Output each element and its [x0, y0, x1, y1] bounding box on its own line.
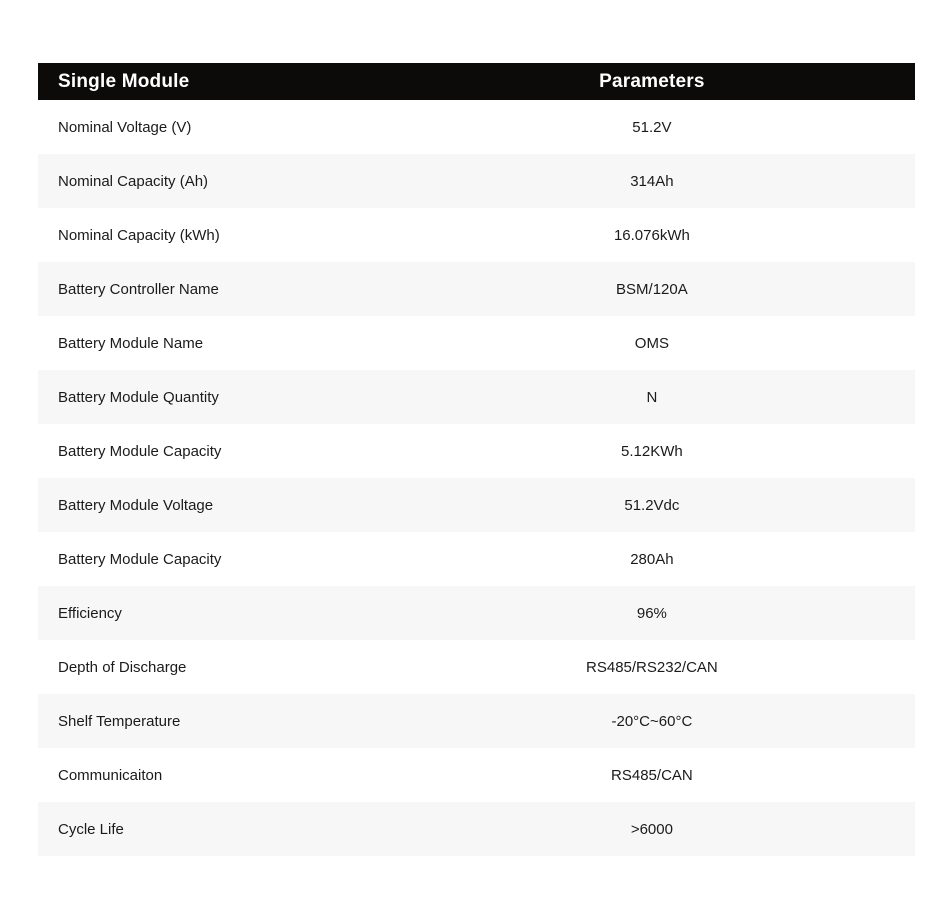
spec-value: 5.12KWh: [621, 442, 683, 460]
table-row: [38, 802, 915, 856]
spec-label: Shelf Temperature: [58, 712, 181, 730]
spec-value: BSM/120A: [616, 280, 688, 298]
spec-table: [38, 63, 915, 856]
spec-value: -20°C~60°C: [611, 712, 693, 730]
spec-value: RS485/RS232/CAN: [586, 658, 718, 676]
table-row: [38, 694, 915, 748]
spec-label: Cycle Life: [58, 820, 124, 838]
spec-label: Battery Controller Name: [58, 280, 219, 298]
table-row: [38, 262, 915, 316]
spec-label: Nominal Capacity (Ah): [58, 172, 209, 190]
table-row: [38, 370, 915, 424]
spec-label: Battery Module Quantity: [58, 388, 219, 406]
spec-value: RS485/CAN: [611, 766, 693, 784]
spec-value: 96%: [636, 604, 667, 622]
table-row: [38, 586, 915, 640]
table-row: [38, 154, 915, 208]
spec-value: 16.076kWh: [613, 226, 690, 244]
table-row: [38, 100, 915, 154]
table-row: [38, 316, 915, 370]
spec-value: 51.2Vdc: [624, 496, 680, 514]
table-header: [38, 63, 915, 100]
spec-value: OMS: [634, 334, 669, 352]
spec-label: Nominal Capacity (kWh): [58, 226, 220, 244]
spec-label: Battery Module Capacity: [58, 550, 222, 568]
table-row: [38, 424, 915, 478]
spec-label: Depth of Discharge: [58, 658, 187, 676]
spec-value: 51.2V: [632, 118, 672, 136]
spec-label: Communicaiton: [58, 766, 163, 784]
header-single-module: Single Module: [58, 70, 190, 92]
spec-label: Battery Module Capacity: [58, 442, 222, 460]
header-parameters: Parameters: [599, 70, 705, 92]
spec-label: Battery Module Name: [58, 334, 204, 352]
table-row: [38, 640, 915, 694]
spec-label: Efficiency: [58, 604, 122, 622]
table-row: [38, 478, 915, 532]
table-row: [38, 208, 915, 262]
spec-value: 314Ah: [630, 172, 674, 190]
table-row: [38, 748, 915, 802]
spec-label: Battery Module Voltage: [58, 496, 214, 514]
spec-label: Nominal Voltage (V): [58, 118, 192, 136]
spec-value: 280Ah: [630, 550, 674, 568]
spec-value: >6000: [630, 820, 673, 838]
spec-value: N: [646, 388, 658, 406]
table-row: [38, 532, 915, 586]
